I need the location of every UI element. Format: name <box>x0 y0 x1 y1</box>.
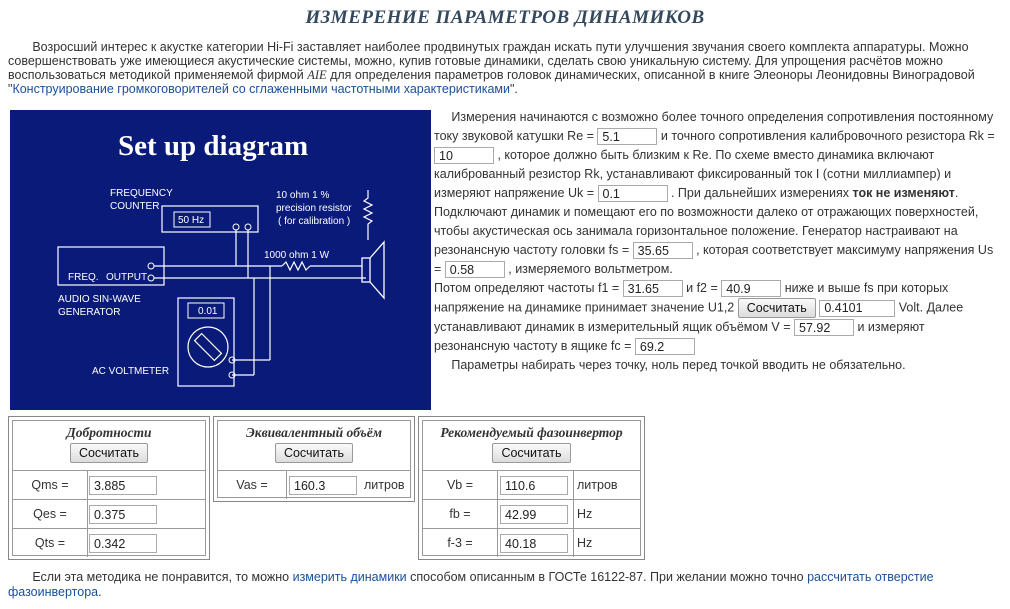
f3-unit: Hz <box>577 536 593 550</box>
gen-output-label: OUTPUT <box>106 272 148 283</box>
generator-label-1: AUDIO SIN-WAVE <box>58 294 141 305</box>
series-resistor-label: 1000 ohm 1 W <box>264 250 330 261</box>
voltmeter-dial <box>188 327 228 367</box>
port-calculator-link[interactable]: рассчитать отверстие фазоинвертора <box>8 570 934 599</box>
fs-input[interactable] <box>633 242 693 259</box>
outro-paragraph: Если эта методика не понравится, то можно измерить динамики способом описанным в ГОСТе 16122-87. При желании можно точно рассчитать отверстие фазоинвертора. <box>8 570 934 599</box>
v-input[interactable] <box>794 319 854 336</box>
f1-input[interactable] <box>623 280 683 297</box>
precision-resistor-label-1: 10 ohm 1 % <box>276 190 330 201</box>
f3-output[interactable] <box>500 534 568 553</box>
table-row <box>218 470 410 499</box>
vas-label: Vas = <box>218 471 287 499</box>
vas-unit: литров <box>364 478 405 492</box>
vb-output[interactable] <box>500 476 568 495</box>
qes-label: Qes = <box>13 500 88 528</box>
measurement-instructions: Измерения начинаются с возможно более точного определения сопротивления постоянному току звуковой катушки Re = 5.1 и точного сопротивления калибровочного резистора Rk = 10 , которое должно быть близким к Re. По схеме вместо динамика включают калиброванный резистор Rk, устанавливают фиксированный ток I (сотни миллиампер) и измеряют напряжение Uk = 0.1 . При дальнейших измерениях ток не изменяют. Подключают динамик и помещают его по возможности далеко от отражающих поверхностей, чтобы акустическая ось занимала горизонтальное положение. Генератор настраивают на резонансную частоту головки fs = 35.65 , которая соответствует максимуму напряжения Us = 0.58 , измеряемого вольтметром. Потом определяют частоты f1 = 31.65 и f2 = 40.9 ниже и выше fs при которых напряжение на динамике принимает значение U1,2 Сосчитать 0.4101 Volt. Далее устанавливают динамик в измерительный ящик объёмом V = 57.92 и измеряют резонансную частоту в ящике fc = 69.2 Параметры набирать через точку, ноль перед точкой вводить не обязательно. <box>434 108 1000 375</box>
qms-output[interactable] <box>89 476 157 495</box>
vb-label: Vb = <box>423 471 498 499</box>
precision-resistor-label-2: precision resistor <box>276 203 352 214</box>
intro-paragraph: Возросший интерес к акустке категории Hi-Fi заставляет наиболее продвинутых граждан искать пути улучшения звучания своего комплекта аппаратуры. Можно совершенствовать уже имеющиеся акустические системы, можно, купив готовые динамики, сделать свою уникальную систему. Для упрощения расчётов можно воспользоваться методикой применяемой фирмой AIE для определения параметров головок динамических, описанной в книге Элеоноры Леонидовны Виноградовой "Конструирование громкоговорителей со сглаженными частотными характеристиками". <box>8 40 975 96</box>
quality-factors-panel <box>8 416 210 560</box>
freq-counter-label-1: FREQUENCY <box>110 188 173 199</box>
book-link[interactable]: Конструирование громкоговорителей со сглаженными частотными характеристиками <box>12 82 510 96</box>
equivalent-volume-panel <box>213 416 415 502</box>
re-input[interactable] <box>597 128 657 145</box>
us-input[interactable] <box>445 261 505 278</box>
diagram-title: Set up diagram <box>118 130 309 162</box>
page-title: ИЗМЕРЕНИЕ ПАРАМЕТРОВ ДИНАМИКОВ <box>305 7 705 28</box>
qts-output[interactable] <box>89 534 157 553</box>
fb-label: fb = <box>423 500 498 528</box>
qes-output[interactable] <box>89 505 157 524</box>
bass-reflex-panel <box>418 416 645 560</box>
series-resistor-symbol <box>282 262 310 270</box>
voltmeter-label: AC VOLTMETER <box>92 366 170 377</box>
brand-name: AIE <box>307 68 327 82</box>
precision-resistor-label-3: ( for calibration ) <box>278 216 351 227</box>
table-row <box>13 499 205 528</box>
uk-input[interactable] <box>598 185 668 202</box>
table-row <box>13 470 205 499</box>
qms-label: Qms = <box>13 471 88 499</box>
quality-factors-title: Добротности <box>66 425 152 440</box>
equivalent-volume-title: Эквивалентный объём <box>245 425 383 440</box>
fb-output[interactable] <box>500 505 568 524</box>
vas-output[interactable] <box>289 476 357 495</box>
rk-input[interactable] <box>434 147 494 164</box>
setup-diagram <box>10 110 431 410</box>
speaker-symbol <box>362 242 384 298</box>
freq-display-value: 50 Hz <box>178 215 205 226</box>
freq-counter-label-2: COUNTER <box>110 201 160 212</box>
calc-quality-button[interactable]: Сосчитать <box>70 443 148 463</box>
table-row <box>423 470 640 499</box>
qts-label: Qts = <box>13 529 88 557</box>
f2-input[interactable] <box>721 280 781 297</box>
circuit-wires <box>154 230 368 375</box>
table-row <box>423 499 640 528</box>
measure-speakers-link[interactable]: измерить динамики <box>292 570 407 584</box>
bass-reflex-title: Рекомендуемый фазоинвертор <box>440 425 623 440</box>
calc-bass-reflex-button[interactable]: Сосчитать <box>492 443 570 463</box>
table-row <box>13 528 205 557</box>
gen-freq-label: FREQ. <box>68 272 99 283</box>
u12-output[interactable] <box>819 300 895 317</box>
voltmeter-display-value: 0.01 <box>198 306 218 317</box>
vb-unit: литров <box>577 478 618 492</box>
calc-u12-button[interactable]: Сосчитать <box>738 298 816 318</box>
generator-label-2: GENERATOR <box>58 307 121 318</box>
calc-volume-button[interactable]: Сосчитать <box>275 443 353 463</box>
fc-input[interactable] <box>635 338 695 355</box>
precision-resistor-symbol <box>364 190 372 232</box>
fb-unit: Hz <box>577 507 593 521</box>
f3-label: f-3 = <box>423 529 498 557</box>
table-row <box>423 528 640 557</box>
